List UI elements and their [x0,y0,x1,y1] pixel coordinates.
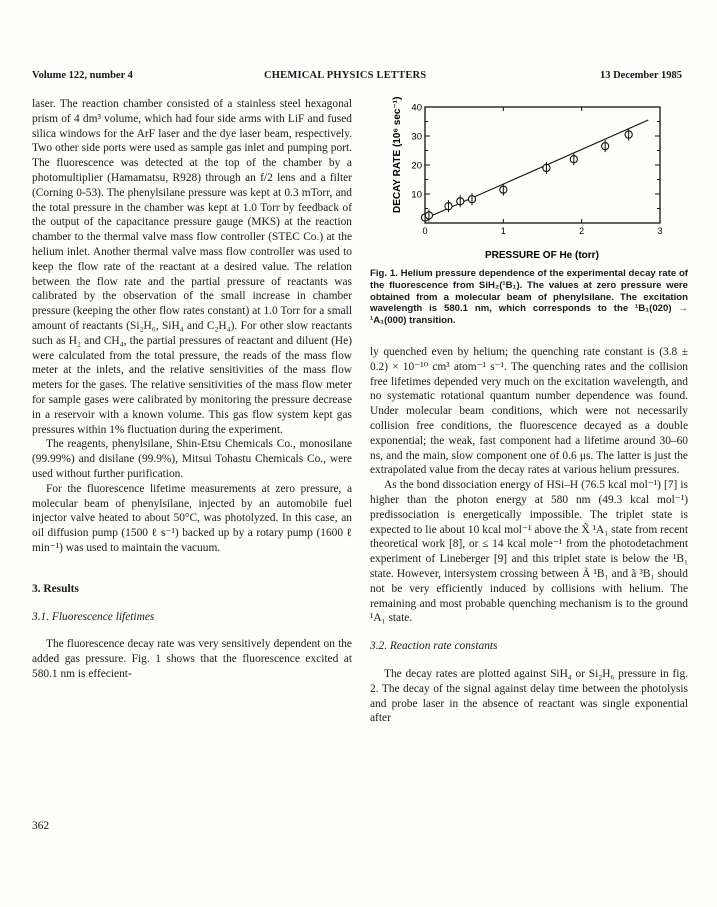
x-axis-label: PRESSURE OF He (torr) [485,250,599,261]
page-number: 362 [32,820,50,832]
x-tick-label: 3 [657,226,663,236]
chart-marks [421,120,648,223]
x-tick-label: 0 [422,226,428,236]
paragraph: For the fluorescence lifetime measurements at zero pressure, a molecular beam of phenylsilane, injected by an automobile fuel injector valve heated to about 50°C, was photolyzed. In this case, an oil diffusion pump (1500 ℓ s⁻¹) backed up by a rotary pump (1600 ℓ min⁻¹) was used to maintain the vacuum. [32,482,352,554]
figure-caption [370,268,688,327]
y-axis-label: DECAY RATE (10⁶ sec⁻¹) [392,96,403,213]
paragraph: laser. The reaction chamber consisted of a stainless steel hexagonal prism of 4 dm³ volume, which had four side arms with LiF and fused silica windows for the ArF laser and the dye laser beam, respectively. Two other side ports were used as sample gas inlet and pumping port. The fluorescence was detected at the top of the chamber by a photomultiplier (Hamamatsu, R928) through an f/2 lens and a filter (Corning 0-53). The phenylsilane pressure was kept at 0.3 mTorr, and the total pressure in the chamber was kept at 1.0 Torr by feedback of the output of the capacitance pressure gauge (MKS) at the reaction chamber to the thermal valve mass flow controller (STEC Co.) at the helium inlet. Another thermal valve mass flow controller was used to keep the flow rate of the reactant at a desired value. The relation between the flow rate and the partial pressure of reactants was calibrated by the observation of the small increase in chamber pressure (keeping the other flow rates constant) at 1.0 Torr for a small amount of reactants (Si₂H₆, SiH₄ and C₂H₄). For other slow reactants such as H₂ and CH₄, the partial pressures of reactant and diluent (He) were calculated from the total pressure, the reads of the mass flow meter at the inlets, and the relative sensitivities of the mass flow meters for the gases. The relative sensitivities of the mass flow meter for sample gases were calibrated by monitoring the pressure decrease in a reservoir with a known volume. This gas flow system kept gas pressures within 1% fluctuation during the experiment. [32,98,352,436]
figure-1 [380,95,690,265]
y-tick-label: 20 [411,160,422,172]
y-tick-label: 30 [411,131,422,143]
figure-caption-label: Fig. 1. [370,268,398,279]
left-column [32,97,352,682]
issue-date: 13 December 1985 [599,70,682,81]
y-tick-label: 40 [411,102,422,114]
paragraph: The fluorescence decay rate was very sensitively dependent on the added gas pressure. Fig. 1 shows that the fluorescence excited at 580.1 nm is effecient- [32,638,352,680]
paragraph: As the bond dissociation energy of HSi–H (76.5 kcal mol⁻¹) [7] is higher than the photon energy at 580 nm (49.3 kcal mol⁻¹) predissociation is energetically impossible. The triplet state is expected to lie about 10 kcal mol⁻¹ above the X̃ ¹A₁ state from recent theoretical work [8], or ≤ 14 kcal mole⁻¹ from the photodetachment experiment of Lineberger [9] and this triplet state is below the ¹B₁ state. However, intersystem crossing between Ã ¹B₁ and ã ³B₁ should not be very efficiently induced by collisions with helium. The remaining and most probable quenching mechanism is to the ground ¹A₁ state. [370,479,688,625]
figure-caption-text: Helium pressure dependence of the experimental decay rate of the fluorescence from SiH₂(¹B₁). The values at zero pressure were obtained from a molecular beam of phenylsilane. The excitation wavelength is 580.1 nm, which corresponds to the ¹B₁(020) → ¹A₁(000) transition. [370,268,689,327]
x-tick-label: 1 [500,226,506,236]
paragraph: The reagents, phenylsilane, Shin-Etsu Chemicals Co., monosilane (99.99%) and disilane (99.9%), Mitsui Tohastu Chemicals Co., were used without further purification. [32,438,352,480]
y-tick-label: 10 [411,189,422,201]
paragraph: ly quenched even by helium; the quenching rate constant is (3.8 ± 0.2) × 10⁻¹⁰ cm³ atom⁻¹ s⁻¹. The quenching rates and the collision free lifetimes depended very much on the excitation wavelength, and no systematic rotational quantum number dependence was found. Under molecular beam conditions, which were not necessarily collision free conditions, the fluorescence decayed as a double exponential; the weak, fast component had a lifetime around 30–60 ns, and the main, slow component one of 0.6 μs. The latter is just the extrapolated value from the decay rates at various helium pressures. [370,346,688,477]
subsection-heading: 3.2. Reaction rate constants [370,640,498,653]
running-header [32,70,682,86]
section-heading: 3. Results [32,582,79,595]
x-tick-label: 2 [579,226,585,236]
journal-title: CHEMICAL PHYSICS LETTERS [264,70,427,81]
subsection-heading: 3.1. Fluorescence lifetimes [32,610,155,623]
decay-rate-chart [380,95,690,265]
paragraph: The decay rates are plotted against SiH₄ or Si₂H₆ pressure in fig. 2. The decay of the signal against delay time between the photolysis and probe laser in the absence of reactant was single exponential after [370,667,688,725]
right-column [370,345,688,726]
volume-number: Volume 122, number 4 [32,70,133,81]
